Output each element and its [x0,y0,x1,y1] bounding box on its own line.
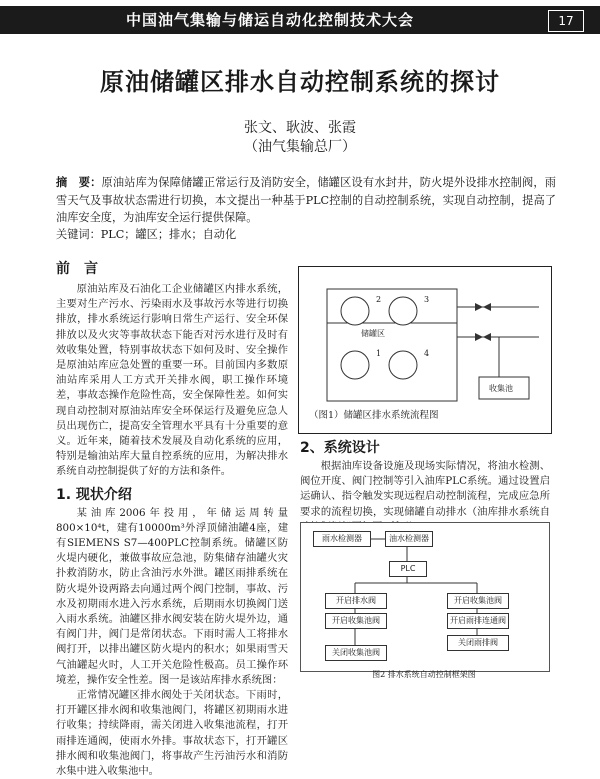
keywords-text: PLC；罐区；排水；自动化 [100,228,237,241]
valve-2b-icon [483,333,491,341]
abstract-text: 原油站库为保障储罐正常运行及消防安全，储罐区设有水封井，防火堤外设排水控制阀，雨雪天气及事故状态需进行切换，本文提出一种基于PLC控制的自动控制系统，实现自动控制，提高了油库安全度，为油库安全运行提供保障。 [56,176,556,224]
valve-1b-icon [483,303,491,311]
plc-box: PLC [389,561,427,577]
design-text: 根据油库设备设施及现场实际情况，将油水检测、阀位开度、阀门控制等引入油库PLC系统。通过设置启运确认、指令触发实现远程启动控制流程，完成应急所要求的流程切换，实现储罐自动排水（油库排水系统自 [300,460,550,518]
tank-label-1: 1 [376,349,382,358]
page-number: 17 [548,10,584,32]
abstract-label: 摘 要： [56,175,102,189]
oil-water-analyzer-box: 油水检测器 [385,531,433,547]
journal-header-title: 中国油气集输与储运自动化控制技术大会 [125,11,414,29]
status-body [56,506,288,779]
keywords [56,226,556,242]
intro-heading: 前 言 [56,261,98,277]
left-column [56,258,288,779]
figure-1-caption: （图1）储罐区排水系统流程图 [309,410,439,421]
figure-1 [298,266,552,434]
tank-label-2: 2 [376,295,382,304]
tank-label-4: 4 [424,349,430,358]
tank-1 [341,351,369,379]
tank-4 [389,351,417,379]
status-heading: 1. 现状介绍 [56,486,132,503]
tank-label-3: 3 [424,295,430,304]
status-text-2: 正常情况罐区排水阀处于关闭状态。下雨时，打开罐区排水阀和收集池阀门，将罐区初期雨水进行收集；持续降雨，需关闭进入收集池流程，打开雨排连通阀，使雨水外排。事故状态下，打开罐区排水阀和收集池阀门，将事故产生污油污水和消防水集中进入收集池中。 [56,689,288,778]
step-open-pool-box: 开启收集池阀 [325,613,387,629]
tank-3 [389,297,417,325]
affiliation: （油气集输总厂） [244,139,356,155]
paper-title: 原油储罐区排水自动控制系统的探讨 [100,68,500,96]
step-close-drain-box: 关闭雨排阀 [447,635,509,651]
step-open-bypass-box: 开启雨排连通阀 [447,613,509,629]
valve-2-icon [475,333,483,341]
valve-1-icon [475,303,483,311]
design-heading: 2、系统设计 [300,440,380,456]
tank-2 [341,297,369,325]
right-column [300,437,550,535]
open-pool-valve-box: 开启收集池阀 [447,593,509,609]
status-text-1: 某油库2006年投用，年储运周转量800×10⁴t，建有10000m³外浮顶储油罐4座，建有SIEMENS S7—400PLC控制系统。储罐区防火堤内硬化，兼做事故应急池，防集储存油罐火灾扑救消防水，防止含油污水外泄。罐区雨排系统在防火堤外设两路去向通过两个阀门控制，事故、污水及初期雨水进入污水系统，后期雨水切换阀门送入雨水系统。油罐区排水阀安装在防火堤外边，通有阀门井，阀门是常闭状态。下雨时需人工将排水阀打开，以排出罐区防火堤内的积水；如果雨雪天气油罐起火时，人工开关危险性极高。员工操作环境差，操作安全性差。图一是该站库排水系统图： [56,506,288,686]
tank-area-label: 储罐区 [361,329,385,338]
open-drain-valve-box: 开启排水阀 [325,593,387,609]
rain-sensor-box: 雨水检测器 [313,531,371,547]
intro-text: 原油站库及石油化工企业储罐区内排水系统，主要对生产污水、污染雨水及事故污水等进行切换排放，排水系统运行影响日常生产运行、安全环保排放以及火灾等事故状态下能否对污水进行及时有效收集处置，特别事故状态下如何及时、安全操作是原油站库应急处置的重要一环。目前国内多数原油站库采用人工方式开关排水阀，职工操作环境差，事故态操作危险性高，安全保障性差。如何实现自动控制对原油站库安全环保运行及避免应急人员出现伤亡，提高安全管理水平具有十分重要的意义。近年来，随着技术发展及自动化系统的应用，特别是输油站库大量自控系统的应用，为解决排水系统自动控制提供了好的方法和条件。 [56,283,288,478]
authors: 张文、耿波、张霞 [244,120,356,136]
intro-body [56,282,288,480]
figure-2-caption: 图2 排水系统自动控制框架图 [372,670,476,679]
keywords-label: 关键词： [56,228,101,241]
pool-label: 收集池 [489,384,513,393]
step-close-pool-box: 关闭收集池阀 [325,645,387,661]
figure-2 [300,522,550,672]
abstract [56,174,556,227]
